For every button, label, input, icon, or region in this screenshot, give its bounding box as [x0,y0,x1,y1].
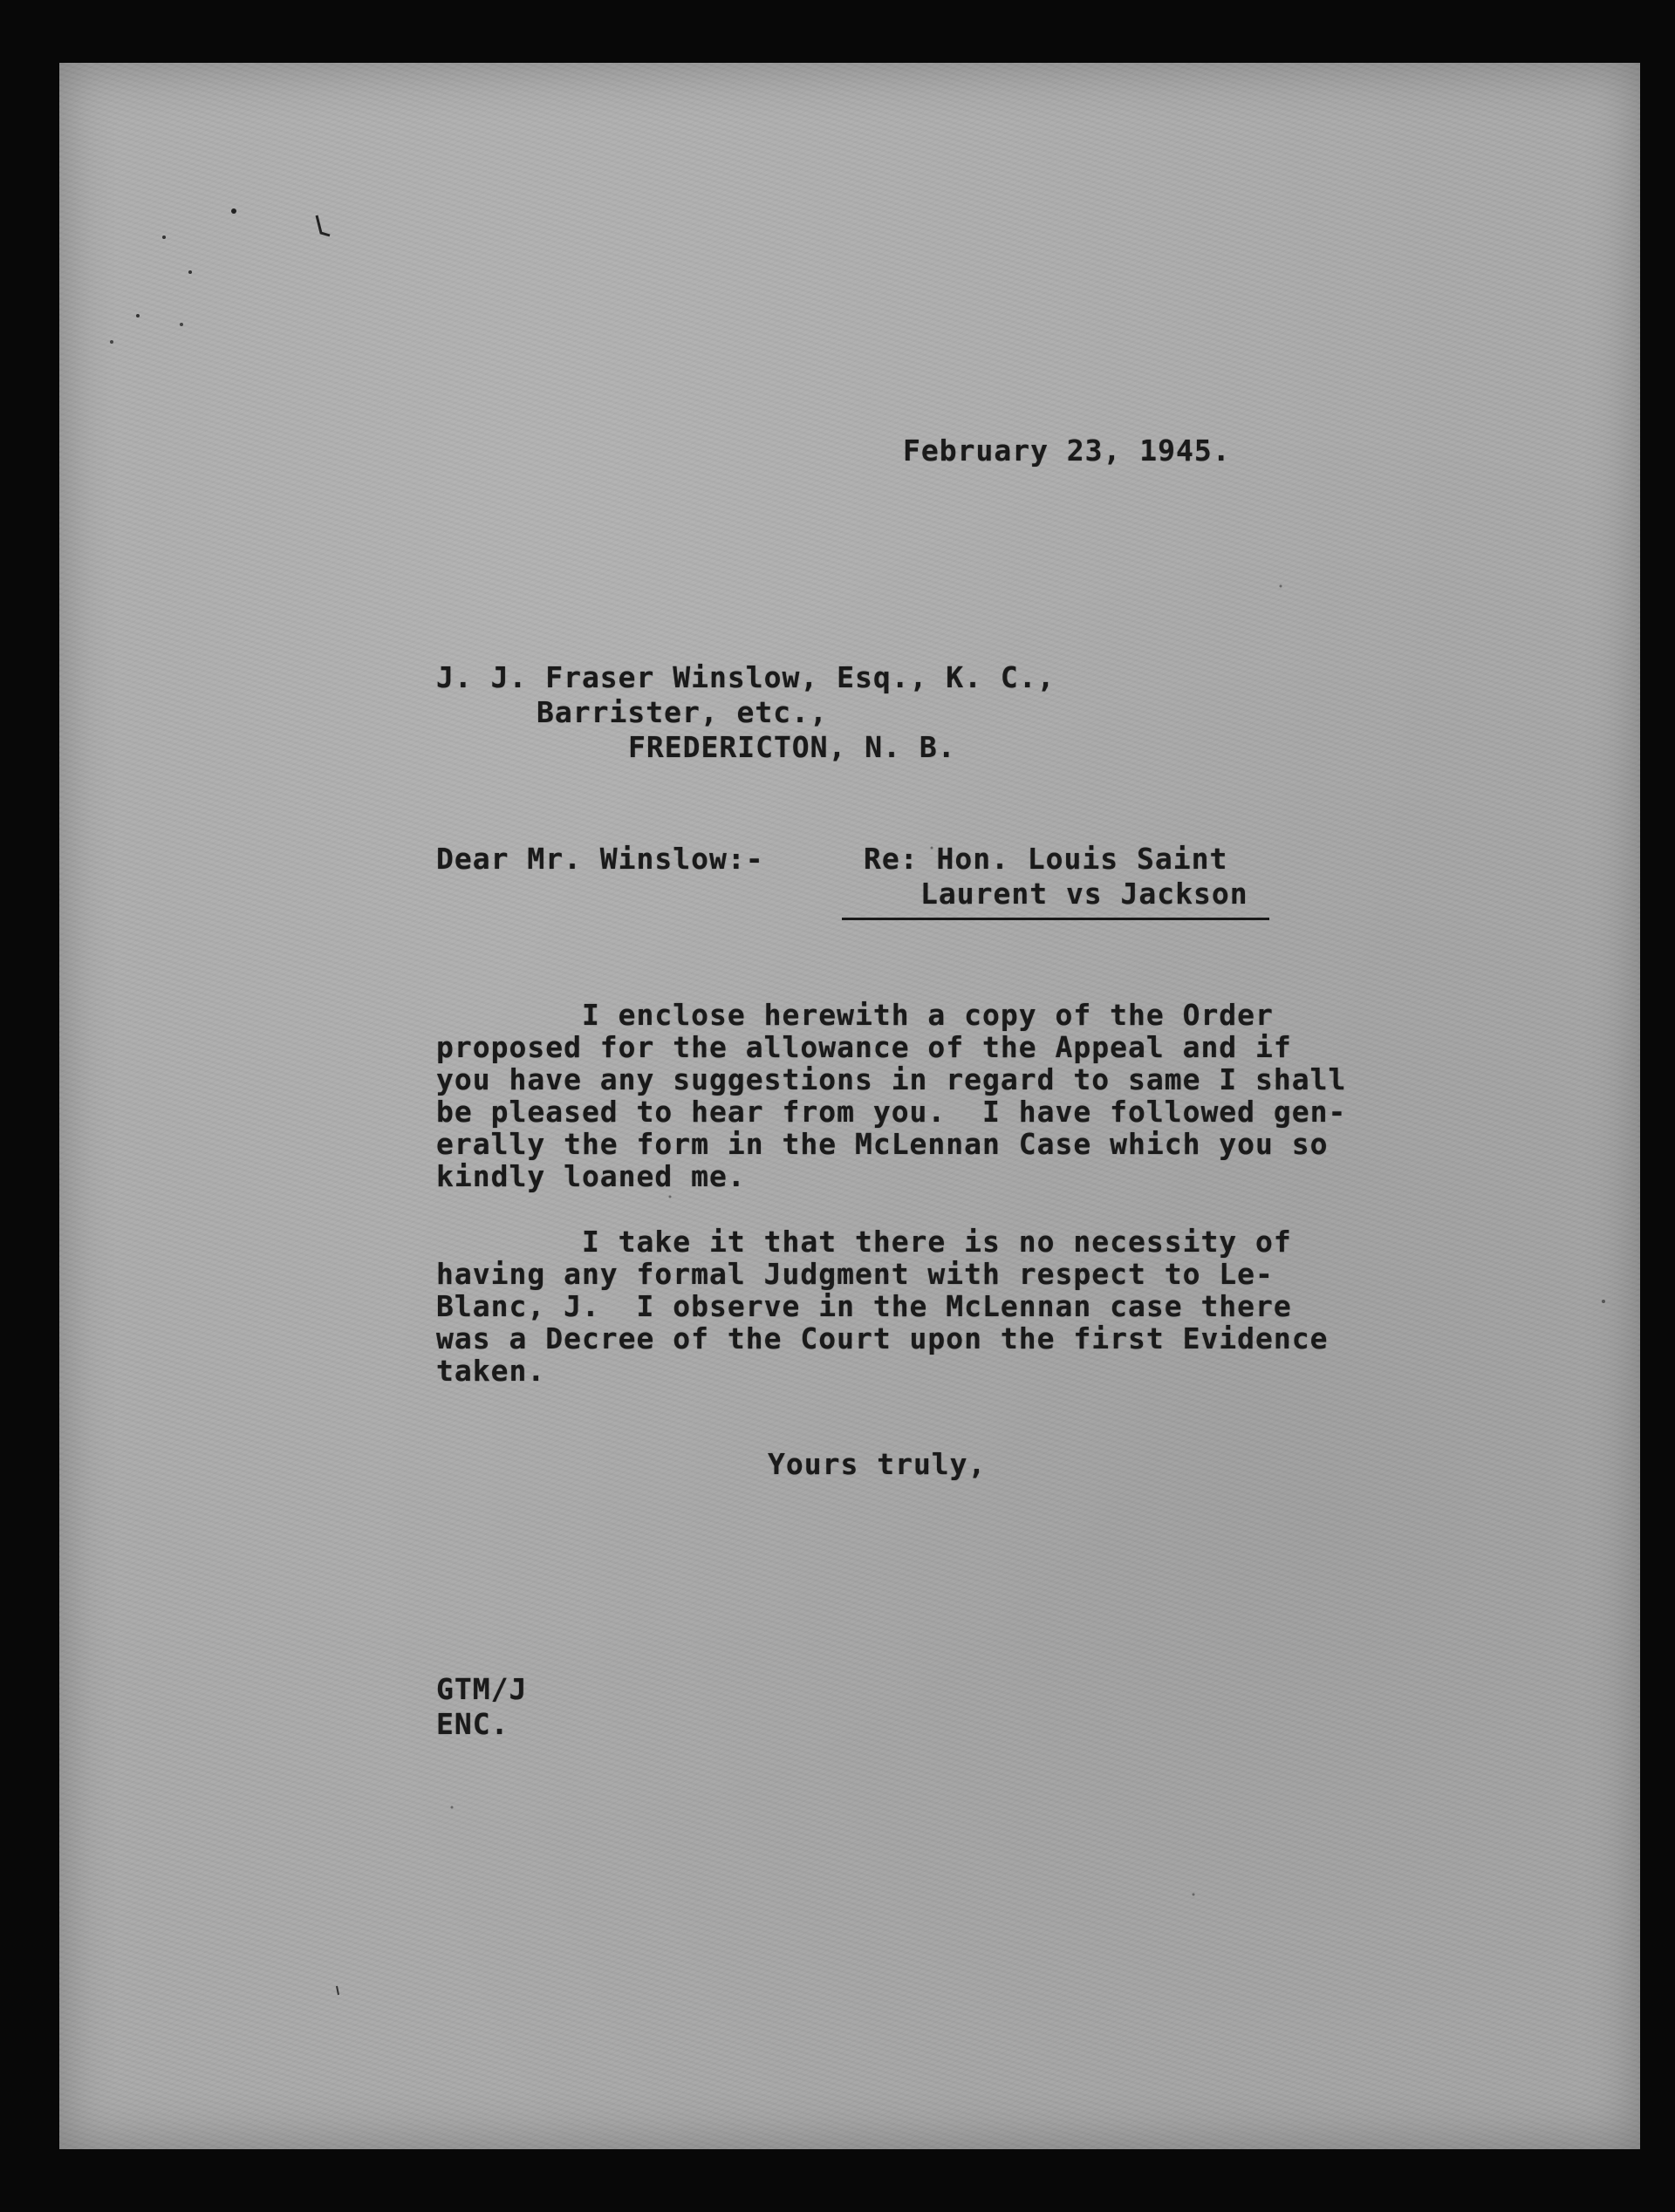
paragraph-line: be pleased to hear from you. I have followed gen- [436,1095,1347,1129]
paragraph-line: Blanc, J. I observe in the McLennan case there [436,1289,1292,1323]
paragraph-line: kindly loaned me. [436,1159,746,1193]
paragraph-line: proposed for the allowance of the Appeal and if [436,1030,1292,1064]
salutation: Dear Mr. Winslow:- [436,842,764,876]
paragraph-line: I take it that there is no necessity of [436,1225,1292,1259]
reference-underline [842,918,1269,920]
paragraph-line: was a Decree of the Court upon the first Evidence [436,1321,1329,1355]
complimentary-close: Yours truly, [768,1447,987,1481]
body-paragraph-2 [436,1225,1396,1387]
paragraph-line: taken. [436,1354,546,1388]
recipient-city: FREDERICTON, N. B. [628,730,956,764]
paragraph-line: erally the form in the McLennan Case which you so [436,1127,1329,1161]
reference-line-2: Laurent vs Jackson [920,877,1248,911]
recipient-name: J. J. Fraser Winslow, Esq., K. C., [436,660,1056,694]
recipient-title: Barrister, etc., [537,695,828,729]
letter-date: February 23, 1945. [903,434,1231,468]
paragraph-line: having any formal Judgment with respect to Le- [436,1257,1274,1291]
enclosure-note: ENC. [436,1707,509,1741]
typist-initials: GTM/J [436,1672,528,1706]
paragraph-line: you have any suggestions in regard to same I shall [436,1062,1347,1096]
paragraph-line: I enclose herewith a copy of the Order [436,998,1274,1032]
reference-line-1: Re: Hon. Louis Saint [864,842,1228,876]
body-paragraph-1 [436,999,1396,1192]
